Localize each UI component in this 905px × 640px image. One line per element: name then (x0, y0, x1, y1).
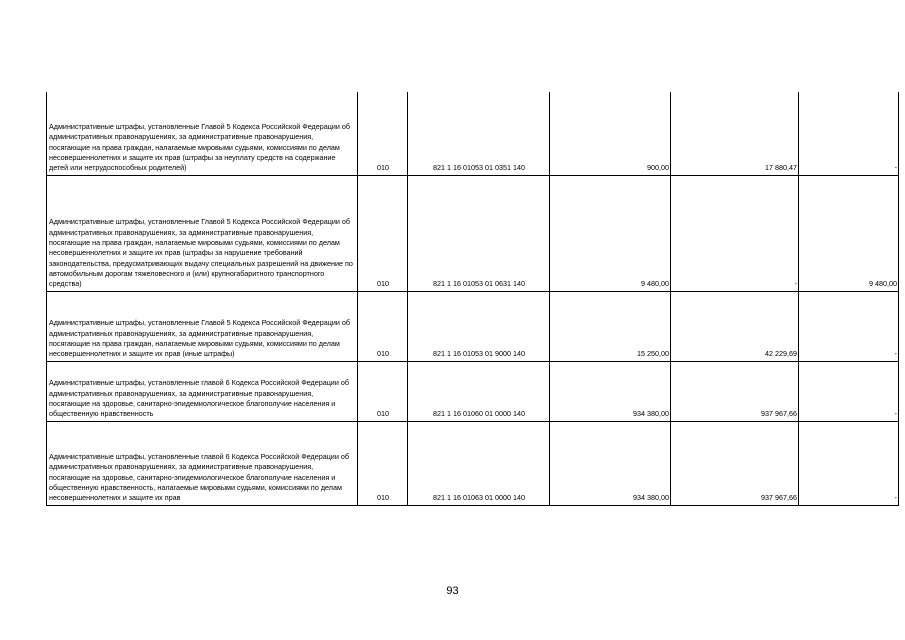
row-approved-cell: 9 480,00 (550, 175, 671, 291)
row-name-text: Административные штрафы, установленные Главой 5 Кодекса Российской Федерации об административных правонарушениях, за административные правонарушения, посягающие на права граждан, налагаемые мировыми судьями, комиссиями по делам несовершеннолетних и защите их прав (штрафы за нарушение требований законодательства, предусматривающих выдачу специальных разрешений на движение по автомобильным дорогам тяжеловесного и (или) крупногабаритного транспортного средства) (49, 217, 353, 289)
row-code-cell: 010 (358, 361, 408, 421)
table-row (47, 291, 899, 361)
row-unexecuted-cell: - (799, 421, 899, 505)
row-code-cell: 010 (358, 291, 408, 361)
row-approved-cell: 900,00 (550, 92, 671, 175)
page-number: 93 (446, 585, 459, 597)
row-executed-cell: 17 880,47 (671, 92, 799, 175)
row-approved-cell: 15 250,00 (550, 291, 671, 361)
row-name-text: Административные штрафы, установленные главой 6 Кодекса Российской Федерации об административных правонарушениях, за административные правонарушения, посягающие на здоровье, санитарно-эпидемиологическое благополучие населения и общественную нравственность (49, 378, 349, 419)
row-name-cell (47, 421, 358, 505)
table-row (47, 361, 899, 421)
row-approved-cell: 934 380,00 (550, 421, 671, 505)
row-name-text: Административные штрафы, установленные главой 6 Кодекса Российской Федерации об административных правонарушениях, за административные правонарушения, посягающие на здоровье, санитарно-эпидемиологическое благополучие населения и общественную нравственность, налагаемые мировыми судьями, комиссиями по делам несовершеннолетних и защите их прав (49, 452, 349, 503)
row-kbk-cell: 821 1 16 01063 01 0000 140 (408, 421, 550, 505)
row-code-cell: 010 (358, 421, 408, 505)
row-kbk-cell: 821 1 16 01053 01 0631 140 (408, 175, 550, 291)
row-unexecuted-cell: - (799, 291, 899, 361)
row-code-cell: 010 (358, 175, 408, 291)
row-kbk-cell: 821 1 16 01060 01 0000 140 (408, 361, 550, 421)
row-kbk-cell: 821 1 16 01053 01 9000 140 (408, 291, 550, 361)
row-executed-cell: 42 229,69 (671, 291, 799, 361)
row-name-text: Административные штрафы, установленные Главой 5 Кодекса Российской Федерации об административных правонарушениях, за административные правонарушения, посягающие на права граждан, налагаемые мировыми судьями, комиссиями по делам несовершеннолетних и защите их прав (штрафы за неуплату средств на содержание детей или нетрудоспособных родителей) (49, 122, 350, 173)
row-name-cell (47, 92, 358, 175)
row-name-cell (47, 291, 358, 361)
report-table (46, 92, 899, 506)
row-unexecuted-cell: - (799, 361, 899, 421)
row-name-cell (47, 361, 358, 421)
row-executed-cell: - (671, 175, 799, 291)
row-name-cell (47, 175, 358, 291)
row-unexecuted-cell: 9 480,00 (799, 175, 899, 291)
row-executed-cell: 937 967,66 (671, 361, 799, 421)
row-executed-cell: 937 967,66 (671, 421, 799, 505)
table-row (47, 92, 899, 175)
table-row (47, 421, 899, 505)
row-code-cell: 010 (358, 92, 408, 175)
table-row (47, 175, 899, 291)
row-approved-cell: 934 380,00 (550, 361, 671, 421)
row-name-text: Административные штрафы, установленные Главой 5 Кодекса Российской Федерации об административных правонарушениях, за административные правонарушения, посягающие на права граждан, налагаемые мировыми судьями, комиссиями по делам несовершеннолетних и защите их прав (иные штрафы) (49, 318, 350, 359)
row-kbk-cell: 821 1 16 01053 01 0351 140 (408, 92, 550, 175)
row-unexecuted-cell: - (799, 92, 899, 175)
